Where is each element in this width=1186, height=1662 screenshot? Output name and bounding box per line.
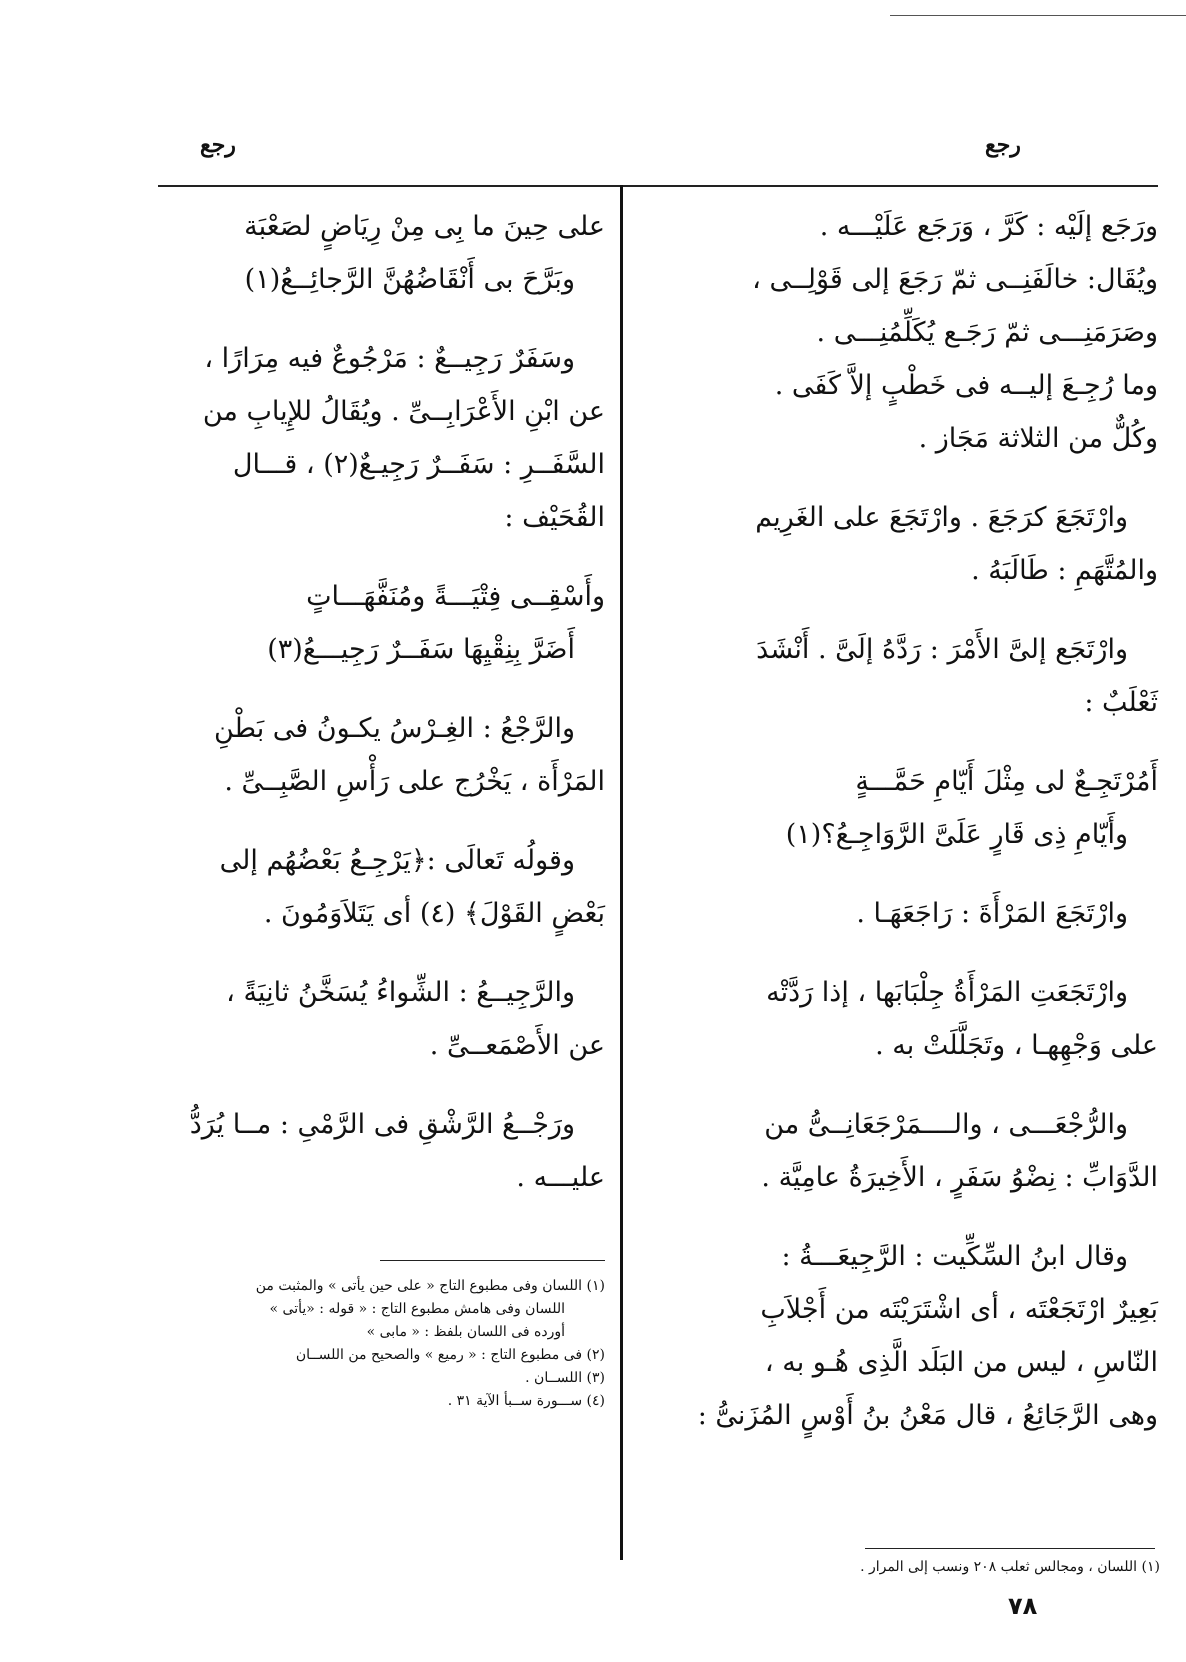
footnote: (٤) ســـورة ســبأ الآية ٣١ .: [447, 1393, 605, 1409]
running-head-left: رجع: [200, 132, 236, 158]
text-line: والمُتَّهَمِ : طَالَبَهُ .: [971, 555, 1158, 586]
text-line: والرَّجْعُ : الغِـرْسُ يكـونُ فى بَطْنِ: [214, 713, 575, 744]
verse-line: وأَسْقِــى فِتْيَـــةً ومُنَفَّهَـــاتٍ: [306, 581, 605, 612]
running-head-right: رجع: [985, 132, 1021, 158]
text-line: ويُقَال: خالَفَنِــى ثمّ رَجَعَ إلى قَوْلِــى ،: [752, 264, 1158, 295]
text-line: والرَّجِيــعُ : الشِّواءُ يُسَخَّنُ ثانِيَةً ،: [226, 977, 575, 1008]
text-line: الدَّوَابِّ : نِضْوُ سَفَرٍ ، الأَخِيرَةُ عامِيَّة .: [761, 1162, 1158, 1193]
text-line: ورَجْــعُ الرَّشْقِ فى الرَّمْىِ : مــا يُرَدُّ: [189, 1109, 575, 1140]
verse-line: وأَيّامِ ذِى قَارٍ عَلَىَّ الرَّوَاجِـعُ؟(١): [785, 819, 1128, 850]
verse: [640, 755, 1158, 861]
paragraph: [640, 491, 1158, 597]
footnotes-right: [640, 1556, 1160, 1579]
footnote: (١) اللسان وفى مطبوع التاج « على حين يأتى » والمثبت من: [255, 1278, 605, 1294]
top-rule: [890, 15, 1186, 16]
text-line: ورَجَع إلَيْه : كَرَّ ، وَرَجَع عَلَيْـــه .: [819, 211, 1158, 242]
footnote: أورده فى اللسان بلفظ : « مابى »: [366, 1324, 565, 1340]
paragraph: [640, 966, 1158, 1072]
column-divider: [620, 185, 623, 1560]
verse: [165, 570, 605, 676]
paragraph: [640, 1098, 1158, 1204]
paragraph: [165, 1098, 605, 1204]
header-rule: [158, 185, 1158, 187]
verse: [165, 200, 605, 306]
footnotes-left: [165, 1275, 605, 1413]
text-line: وسَفَرٌ رَجِيــعٌ : مَرْجُوعٌ فيه مِرَارًا ،: [204, 343, 575, 374]
left-column: [165, 200, 605, 1230]
text-line: ثَعْلَبٌ :: [1084, 687, 1158, 718]
text-line: القُحَيْف :: [504, 502, 605, 533]
text-line: عن الأَصْمَعــىِّ .: [429, 1030, 605, 1061]
text-line: وكُلٌّ من الثلاثة مَجَاز .: [918, 423, 1158, 454]
text-line: بَعِيرٌ ارْتَجَعْتَه ، أى اشْتَرَيْتَه من أَجْلاَبِ: [760, 1294, 1158, 1325]
paragraph: [640, 887, 1158, 940]
text-line: وارْتَجَعَ المَرْأَةَ : رَاجَعَهَـا .: [856, 898, 1128, 929]
footnote: اللسان وفى هامش مطبوع التاج : « قوله : «يأتى »: [269, 1301, 565, 1317]
paragraph: [165, 834, 605, 940]
text-line: وقولُه تَعالَى :﴿يَرْجِـعُ بَعْضُهُم إلى: [219, 845, 575, 876]
text-line: عليـــه .: [516, 1162, 605, 1193]
text-line: على وَجْهِهـا ، وتَجَلَّلَتْ به .: [875, 1030, 1158, 1061]
paragraph: [640, 1230, 1158, 1442]
footnote-rule-right: [865, 1548, 1155, 1549]
text-line: والرُّجْعَـــى ، والــــمَرْجَعَانِــىُّ من: [764, 1109, 1128, 1140]
text-line: وما رُجِـعَ إليــه فى خَطْبٍ إلاَّ كَفَى .: [774, 370, 1158, 401]
text-line: السَّفَــرِ : سَفَــرٌ رَجِيـعٌ(٢) ، قـــال: [232, 449, 605, 480]
page-number: ٧٨: [1008, 1592, 1038, 1620]
right-column: [640, 200, 1158, 1452]
text-line: وارْتَجَعَ كرَجَعَ . وارْتَجَعَ على الغَرِيم: [755, 502, 1128, 533]
paragraph: [640, 200, 1158, 465]
text-line: وصَرَمَنِـــى ثمّ رَجَـع يُكَلِّمُنِـــى .: [816, 317, 1158, 348]
text-line: عن ابْنِ الأَعْرَابِــىِّ . ويُقَالُ للإِيابِ من: [202, 396, 605, 427]
verse-line: أَمُرْتَجِـعٌ لى مِثْلَ أَيّامِ حَمَّـــةٍ: [855, 766, 1158, 797]
footnote: (١) اللسان ، ومجالس ثعلب ٢٠٨ ونسب إلى المرار .: [860, 1559, 1160, 1575]
text-line: وارْتَجَعَتِ المَرْأَةُ جِلْبَابَها ، إذا رَدَّتْه: [766, 977, 1128, 1008]
footnote: (٣) اللســان .: [525, 1370, 605, 1386]
text-line: وارْتَجَع إلىَّ الأَمْرَ : رَدَّهُ إلَىَّ . أَنْشَدَ: [756, 634, 1128, 665]
paragraph: [165, 702, 605, 808]
verse-line: وبَرَّحَ بى أَنْقَاضُهُنَّ الرَّجائِــعُ(١): [244, 264, 575, 295]
footnote-rule-left: [380, 1260, 605, 1261]
paragraph: [165, 332, 605, 544]
text-line: وهى الرَّجَائِعُ ، قال مَعْنُ بنُ أَوْسٍ المُزَنىُّ :: [697, 1400, 1158, 1431]
paragraph: [165, 966, 605, 1072]
text-line: وقال ابنُ السِّكِّيت : الرَّجِيعَـــةُ :: [781, 1241, 1128, 1272]
text-line: المَرْأَة ، يَخْرُج على رَأْسِ الصَّبِــىِّ .: [224, 766, 605, 797]
paragraph: [640, 623, 1158, 729]
verse-line: على حِينَ ما بِى مِنْ رِيَاضٍ لصَعْبَة: [244, 211, 605, 242]
text-line: النّاسِ ، ليس من البَلَد الَّذِى هُـو به ،: [764, 1347, 1158, 1378]
footnote: (٢) فى مطبوع التاج : « رميع » والصحيح من اللســان: [295, 1347, 605, 1363]
text-line: بَعْضٍ القَوْلَ﴾ (٤) أى يَتَلاَوَمُونَ .: [263, 898, 605, 929]
verse-line: أَضَرَّ بِنِقْيِهَا سَفَــرٌ رَجِيـــعُ(٣): [267, 634, 575, 665]
